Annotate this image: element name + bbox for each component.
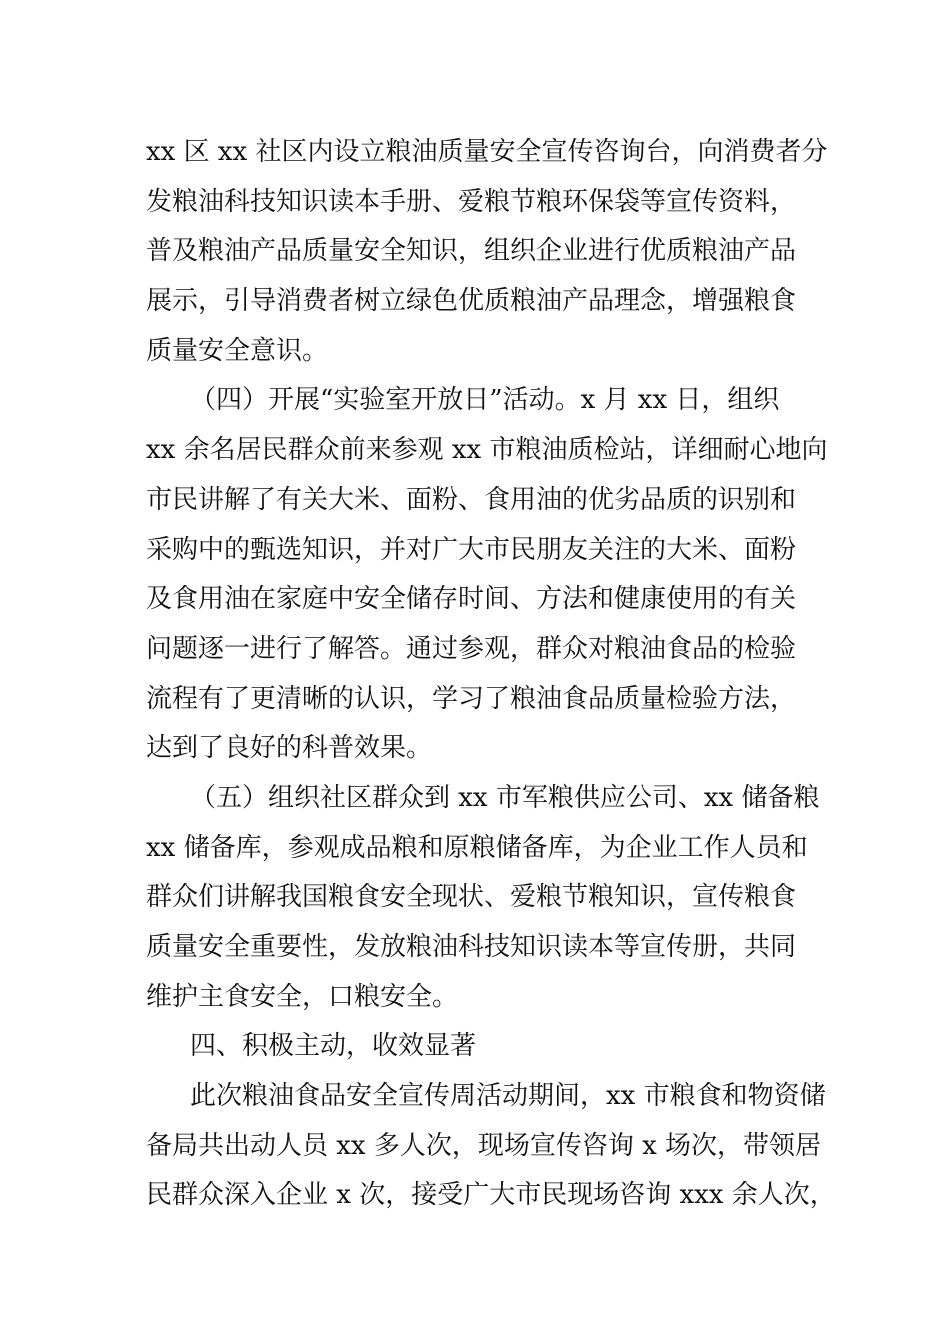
paragraph-line: 及食用油在家庭中安全储存时间、方法和健康使用的有关 <box>146 584 797 615</box>
section-four-heading-line: （四）开展“实验室开放日”活动。x 月 xx 日，组织 <box>190 385 780 416</box>
paragraph-line: 此次粮油食品安全宣传周活动期间，xx 市粮食和物资储 <box>190 1081 826 1112</box>
paragraph-line: 展示，引导消费者树立绿色优质粮油产品理念，增强粮食 <box>146 286 797 317</box>
paragraph-line: xx 余名居民群众前来参观 xx 市粮油质检站，详细耐心地向 <box>146 435 828 466</box>
paragraph-line: 质量安全重要性，发放粮油科技知识读本等宣传册，共同 <box>146 932 797 962</box>
document-body <box>146 128 836 1221</box>
paragraph-line: 达到了良好的科普效果。 <box>146 733 433 764</box>
paragraph-line: 市民讲解了有关大米、面粉、食用油的优劣品质的识别和 <box>146 484 797 515</box>
paragraph-line: 备局共出动人员 xx 多人次，现场宣传咨询 x 场次，带领居 <box>146 1130 822 1161</box>
paragraph-line: 普及粮油产品质量安全知识，组织企业进行优质粮油产品 <box>146 236 797 267</box>
paragraph-line: 群众们讲解我国粮食安全现状、爱粮节粮知识，宣传粮食 <box>146 882 797 913</box>
paragraph-line: xx 储备库，参观成品粮和原粮储备库，为企业工作人员和 <box>146 832 808 863</box>
paragraph-line: 发粮油科技知识读本手册、爱粮节粮环保袋等宣传资料， <box>146 186 797 217</box>
paragraph-line: 问题逐一进行了解答。通过参观，群众对粮油食品的检验 <box>146 633 797 664</box>
section-five-heading-line: （五）组织社区群众到 xx 市军粮供应公司、xx 储备粮 <box>190 782 820 813</box>
paragraph-line: 流程有了更清晰的认识，学习了粮油食品质量检验方法， <box>146 683 797 714</box>
paragraph-line: 质量安全意识。 <box>146 335 329 366</box>
paragraph-line: 维护主食安全，口粮安全。 <box>146 981 459 1012</box>
paragraph-line: xx 区 xx 社区内设立粮油质量安全宣传咨询台，向消费者分 <box>146 137 828 167</box>
paragraph-line: 采购中的甄选知识，并对广大市民朋友关注的大米、面粉 <box>146 534 797 565</box>
paragraph-line: 民群众深入企业 x 次，接受广大市民现场咨询 xxx 余人次， <box>146 1180 836 1211</box>
section-heading: 四、积极主动，收效显著 <box>190 1031 477 1062</box>
